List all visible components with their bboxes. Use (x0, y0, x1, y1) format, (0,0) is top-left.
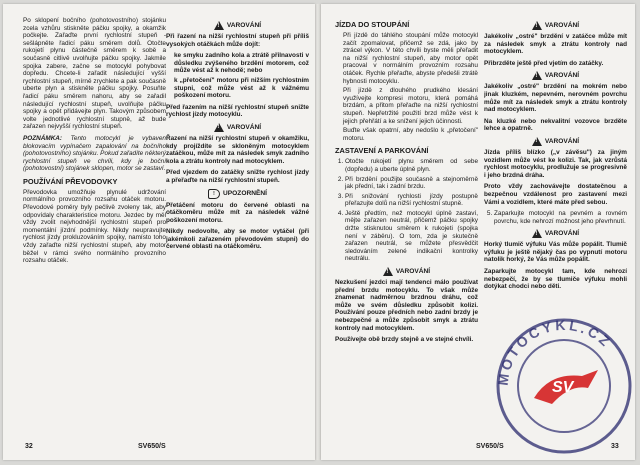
page-number: 32 (25, 443, 33, 450)
warning-label: VAROVÁNÍ (544, 137, 580, 145)
warning-triangle-icon (383, 267, 393, 276)
note-label: POZNÁMKA: (23, 134, 63, 142)
list-item: • Buďte však opatrní, aby nedošlo k „přetočení" motoru. (343, 127, 478, 142)
caution-text: Nikdy nedovolte, aby se motor vytáčel (při jakémkoli zařazeném převodovém stupni) do červené oblasti na otáčkoměru. (166, 228, 309, 251)
warning-header (484, 71, 627, 80)
warning-label: VAROVÁNÍ (544, 21, 580, 29)
model-footer: SV650/S (138, 443, 166, 450)
warning-text: Jakékoliv „ostré" brzdění v zatáčce může mít za následek smyk a ztrátu kontroly nad motocyklem. (484, 33, 627, 56)
warning-text: Používejte obě brzdy stejně a ve stejné chvíli. (335, 336, 474, 344)
warning-text: Jakékoliv „ostré" brzdění na mokrém nebo jinak kluzkém, nepevném, nerovném povrchu může mít za následek smyk a ztrátu kontroly nad motocyklem. (484, 83, 627, 114)
model-footer: SV650/S (476, 443, 504, 450)
list-item: 3. Při snižování rychlosti jízdy postupně přeřazujte dolů na nižší rychlostní stupně. (345, 193, 478, 208)
warning-triangle-icon (532, 71, 542, 80)
warning-triangle-icon (532, 21, 542, 30)
warning-text: Proto vždy zachovávejte dostatečnou a bezpečnou vzdálenost pro zastavení mezi Vámi a vozidlem, které máte před sebou. (484, 183, 627, 206)
warning-text: Před vjezdem do zatáčky snižte rychlost jízdy a přeřaďte na nižší rychlostní stupeň. (166, 169, 309, 184)
section-heading: POUŽÍVÁNÍ PŘEVODOVKY (23, 176, 118, 186)
right-page-column-1 (335, 17, 478, 435)
warning-label: VAROVÁNÍ (544, 72, 580, 80)
warning-text: Přibrzděte ještě před vjetím do zatáčky. (484, 59, 604, 67)
list-item: • Při jízdě z dlouhého prudkého klesání využívejte kompresi motoru, která pomáhá brzdám, a přitom přeřaďte na nižší rychlostní stupeň. Nepřetržité použití brzd může vést k jejich přehřátí a ke snížení jejich účinnosti. (343, 87, 478, 125)
warning-triangle-icon (214, 21, 224, 30)
stamp-center-text: SV (552, 379, 574, 396)
warning-text: Horký tlumič výfuku Vás může popálit. Tlumič výfuku je ještě nějaký čas po vypnutí motoru natolik horký, že Vás může popálit. (484, 241, 627, 264)
list-item: • Při jízdě do táhlého stoupání může motocykl začít zpomalovat, přičemž se zdá, jako by ztrácel výkon. V této chvíli byste měli přeřadit na nižší rychlostní stupeň, aby motor opět pracoval v normálním provozním rozsahu otáček. Rychle přeřaďte, abyste předešli ztrátě hybnosti motocyklu. (343, 32, 478, 85)
note-paragraph (23, 135, 166, 173)
list-item: • k „přetočení" motoru při nižším rychlostním stupni, což může vést až k vážnému poškození motoru. (174, 77, 309, 100)
warning-triangle-icon (532, 229, 542, 238)
warning-list (166, 52, 309, 100)
list-item: 5. Zaparkujte motocykl na pevném a rovném povrchu, kde nehrozí možnost jeho převrhnutí. (494, 210, 627, 225)
left-page (3, 4, 315, 460)
left-page-column-2 (166, 17, 309, 435)
note-text: Tento motocykl je vybaven blokovacím vypínačem zapalování na bočního (pohotovostního) stojánku. Pokud zařadíte některý rychlostní stupeň ve chvíli, kdy je boční (pohotovostní) stojánek sklopen, motor se zastaví. (23, 134, 166, 173)
numbered-list (335, 158, 478, 263)
list-item: 4. Ještě předtím, než motocykl úplně zastaví, mějte zařazen neutrál, přičemž páčku spojky držte stisknutou směrem k rukojeti (spojka není v záběru). O tom, zda je skutečně zařazen neutrál, se můžete přesvědčit sledováním zelené indikační kontrolky neutrálu. (345, 210, 478, 263)
caution-label: UPOZORNĚNÍ (223, 189, 267, 197)
stamp-ring-text: MOTOCYKL.CZ (494, 316, 616, 387)
caution-hand-icon: ! (208, 189, 220, 199)
warning-text: Na kluzké nebo nekvalitní vozovce brzděte lehce a opatrně. (484, 117, 627, 133)
warning-label: VAROVÁNÍ (544, 229, 580, 237)
list-item: • ke smyku zadního kola a ztrátě přilnavosti v důsledku zvýšeného brzdění motorem, což může vést až k nehodě; nebo (174, 52, 309, 75)
paragraph: Po sklopení bočního (pohotovostního) stojánku zcela vzhůru stiskněte páčku spojky, a okamžik počkejte. Zařaďte první rychlostní stupeň - sešlápněte řadicí páku směrem dolů. Otočte rukojetí plynu částečně směrem k sobě a současně citlivě uvolňujte páčku spojky. Jakmile spojka zabere, začne se motocykl pohybovat dopředu. Chcete-li zařadit následující vyšší rychlostní stupeň, mírně zrychlete a pak současně uberte plyn a stiskněte páčku spojky. Posuňte řadicí páku směrem nahoru, aby se zařadil následující rychlostní stupeň, uvolňujte páčku spojky a opět přidávejte plyn. Takovým způsobem volte jednotlivé rychlostní stupně, až bude zařazen nejvyšší rychlostní stupeň. (23, 17, 166, 131)
warning-text: Zaparkujte motocykl tam, kde nehrozí nebezpečí, že by se tlumiče výfuku mohli dotýkat chodci nebo děti. (484, 268, 627, 291)
page-number: 33 (611, 443, 619, 450)
warning-label: VAROVÁNÍ (226, 21, 262, 29)
bullet-list (335, 32, 478, 142)
section-heading: JÍZDA DO STOUPÁNÍ (335, 20, 410, 29)
caution-text: Přetáčení motoru do červené oblasti na otáčkoměru může mít za následek vážné poškození motoru. (166, 201, 309, 224)
warning-text: Při řazení na nižší rychlostní stupeň při příliš vysokých otáčkách může dojít: (166, 33, 309, 48)
warning-header (166, 123, 309, 132)
warning-triangle-icon (214, 123, 224, 132)
warning-label: VAROVÁNÍ (395, 267, 431, 275)
warning-triangle-icon (532, 137, 542, 146)
warning-header (166, 21, 309, 30)
left-page-column-1 (23, 17, 166, 435)
warning-text: Jízda příliš blízko („v závěsu") za jiným vozidlem může vést ke kolizi. Tak, jak vzrůstá rychlost motocyklu, prodlužuje se progresivně i jeho brzdná dráha. (484, 148, 627, 179)
warning-text: Nezkušení jezdci mají tendenci málo používat přední brzdu motocyklu. To však může znamenat nadměrnou brzdnou dráhu, což může ve svém důsledku způsobit kolizi. Používání pouze předních nebo zadní brzdy je nebezpečné a může způsobit smyk a ztrátu kontroly nad motocyklem. (335, 279, 478, 332)
warning-text: Řazení na nižší rychlostní stupeň v okamžiku, kdy projíždíte se skloněným motocyklem zatáčkou, může mít za následek smyk zadního kola a ztrátu kontroly nad motocyklem. (166, 134, 309, 165)
warning-header (484, 21, 627, 30)
warning-header (484, 137, 627, 146)
warning-header (484, 229, 627, 238)
warning-label: VAROVÁNÍ (226, 123, 262, 131)
list-item: 2. Při brzdění použijte současně a stejnoměrně jak přední, tak i zadní brzdu. (345, 176, 478, 191)
numbered-list (484, 210, 627, 225)
section-heading: ZASTAVENÍ A PARKOVÁNÍ (335, 146, 429, 156)
watermark-stamp (490, 312, 638, 460)
warning-header (335, 267, 478, 276)
list-item: 1. Otočte rukojetí plynu směrem od sebe (dopředu) a uberte úplně plyn. (345, 158, 478, 173)
paragraph: Převodovka umožňuje plynulé udržování normálního provozního rozsahu otáček motoru. Převodové poměry byly pečlivě zvoleny tak, aby odpovídaly charakteristice motoru. Jezdec by měl vždy zvolit nejvhodnější rychlostní stupeň pro momentální jízdní podmínky. Nikdy neupravujte rychlost jízdy prokluzováním spojky, namísto toho vždy zařaďte nižší rychlostní stupeň, aby motor běžel v rámci svého normálního provozního rozsahu otáček. (23, 188, 166, 265)
caution-header (166, 189, 309, 199)
warning-text: Před řazením na nižší rychlostní stupeň snižte rychlost jízdy motocyklu. (166, 103, 309, 119)
